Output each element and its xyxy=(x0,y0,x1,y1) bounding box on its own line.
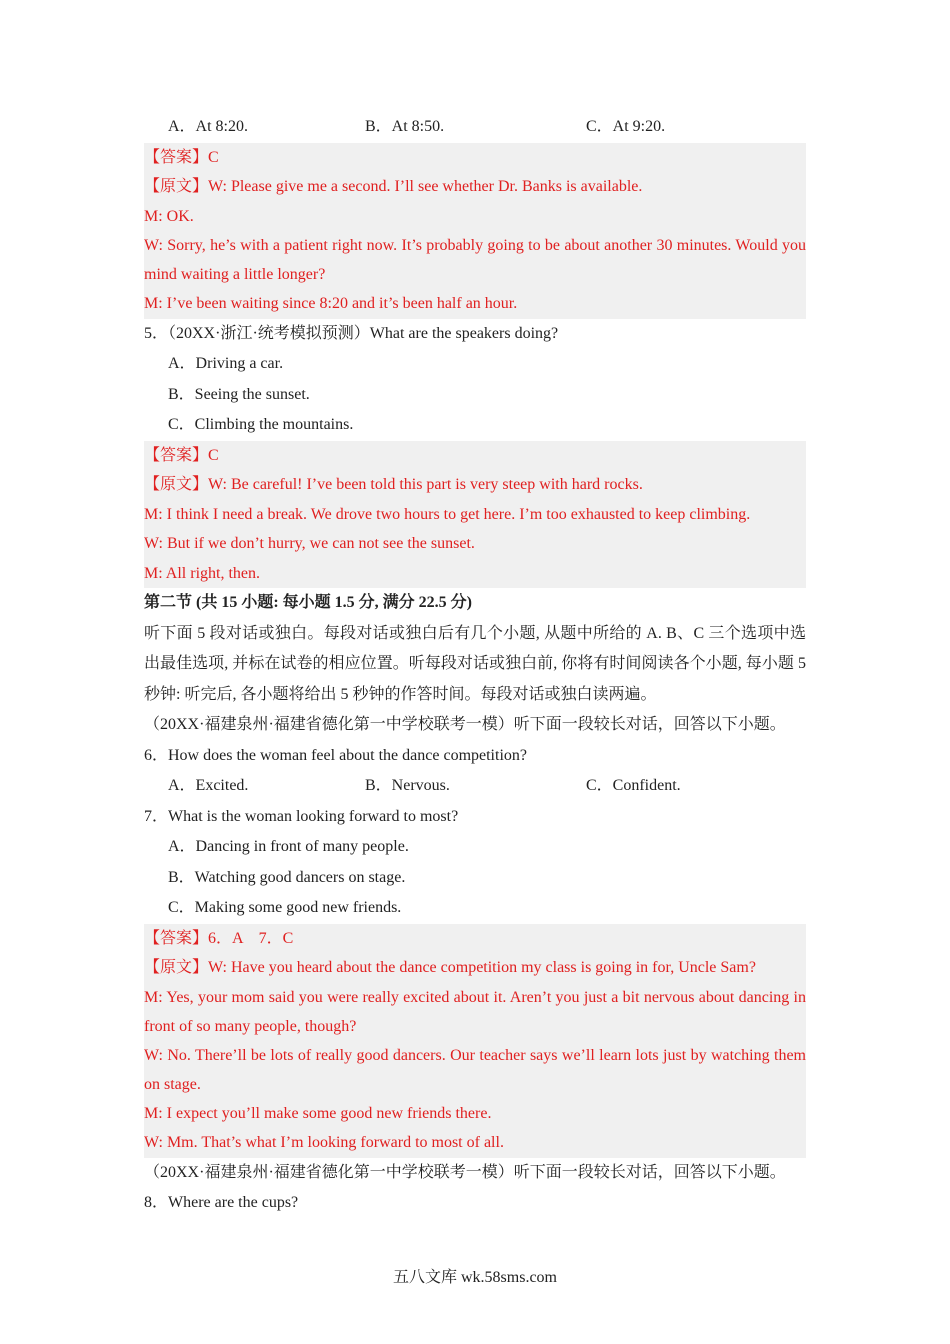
transcript-line: M: I’ve been waiting since 8:20 and it’s been half an hour. xyxy=(144,295,518,312)
section-heading: 第二节 (共 15 小题: 每小题 1.5 分, 满分 22.5 分) xyxy=(144,594,472,611)
q6-option-b: B．Nervous. xyxy=(365,777,450,794)
transcript-line: M: OK. xyxy=(144,207,194,225)
transcript-line: W: Sorry, he’s with a patient right now. It’s probably going to be about another 30 minutes. Would you mind waiting a little longer? xyxy=(144,237,806,283)
transcript-line: M: Yes, your mom said you were really excited about it. Aren’t you just a bit nervous about dancing in front of so many people, though? xyxy=(144,988,806,1035)
q5-option-b: B．Seeing the sunset. xyxy=(168,385,310,403)
answer-label: 【答案】C xyxy=(144,446,219,464)
section-instructions: 听下面 5 段对话或独白。每段对话或独白后有几个小题, 从题中所给的 A. B、C 三个选项中选出最佳选项, 并标在试卷的相应位置。听每段对话或独白前, 你将有时间阅读各个小题, 每小题 5 秒钟: 听完后, 各小题将给出 5 秒钟的作答时间。每段对话或独白读两遍。 xyxy=(144,624,806,703)
q5-option-c: C．Climbing the mountains. xyxy=(168,416,354,433)
transcript-line: 【原文】W: Please give me a second. I’ll see whether Dr. Banks is available. xyxy=(144,178,643,195)
answer-label: 【答案】C xyxy=(144,148,219,166)
q4-answer-block xyxy=(144,143,806,319)
passage-source: （20XX·福建泉州·福建省德化第一中学校联考一模）听下面一段较长对话，回答以下小题。 xyxy=(144,716,786,733)
q6-stem: 6．How does the woman feel about the dance competition? xyxy=(144,746,527,764)
transcript-line: M: I think I need a break. We drove two hours to get here. I’m too exhausted to keep climbing. xyxy=(144,505,751,523)
q6-option-a: A．Excited. xyxy=(168,777,249,794)
q4-option-b: B．At 8:50. xyxy=(365,118,445,135)
q5-option-a: A．Driving a car. xyxy=(168,355,284,372)
transcript-line: 【原文】W: Be careful! I’ve been told this part is very steep with hard rocks. xyxy=(144,476,643,493)
page-footer: 五八文库 wk.58sms.com xyxy=(392,1269,557,1286)
passage-source: （20XX·福建泉州·福建省德化第一中学校联考一模）听下面一段较长对话，回答以下小题。 xyxy=(144,1163,786,1181)
answer-label: 【答案】6．A 7．C xyxy=(144,929,294,947)
q7-option-a: A．Dancing in front of many people. xyxy=(168,838,409,855)
page-content xyxy=(144,112,806,1219)
q5-answer-block xyxy=(144,441,806,589)
q67-answer-block xyxy=(144,924,806,1158)
transcript-line: W: No. There’ll be lots of really good dancers. Our teacher says we’ll learn lots just by watching them on stage. xyxy=(144,1046,806,1093)
q7-option-b: B．Watching good dancers on stage. xyxy=(168,868,406,886)
q7-option-c: C．Making some good new friends. xyxy=(168,899,402,916)
transcript-line: 【原文】W: Have you heard about the dance competition my class is going in for, Uncle Sam? xyxy=(144,959,756,976)
q7-stem: 7．What is the woman looking forward to most? xyxy=(144,807,459,825)
q6-options xyxy=(144,771,806,802)
q4-options xyxy=(144,112,806,143)
transcript-line: M: All right, then. xyxy=(144,564,260,582)
q5-stem: 5．（20XX·浙江·统考模拟预测）What are the speakers doing? xyxy=(144,324,559,342)
transcript-line: W: Mm. That’s what I’m looking forward to most of all. xyxy=(144,1134,504,1151)
transcript-line: W: But if we don’t hurry, we can not see the sunset. xyxy=(144,535,475,552)
q4-option-a: A．At 8:20. xyxy=(168,118,249,135)
q6-option-c: C．Confident. xyxy=(586,777,681,794)
transcript-line: M: I expect you’ll make some good new friends there. xyxy=(144,1104,492,1122)
q4-option-c: C．At 9:20. xyxy=(586,118,666,135)
q8-stem: 8．Where are the cups? xyxy=(144,1194,299,1211)
